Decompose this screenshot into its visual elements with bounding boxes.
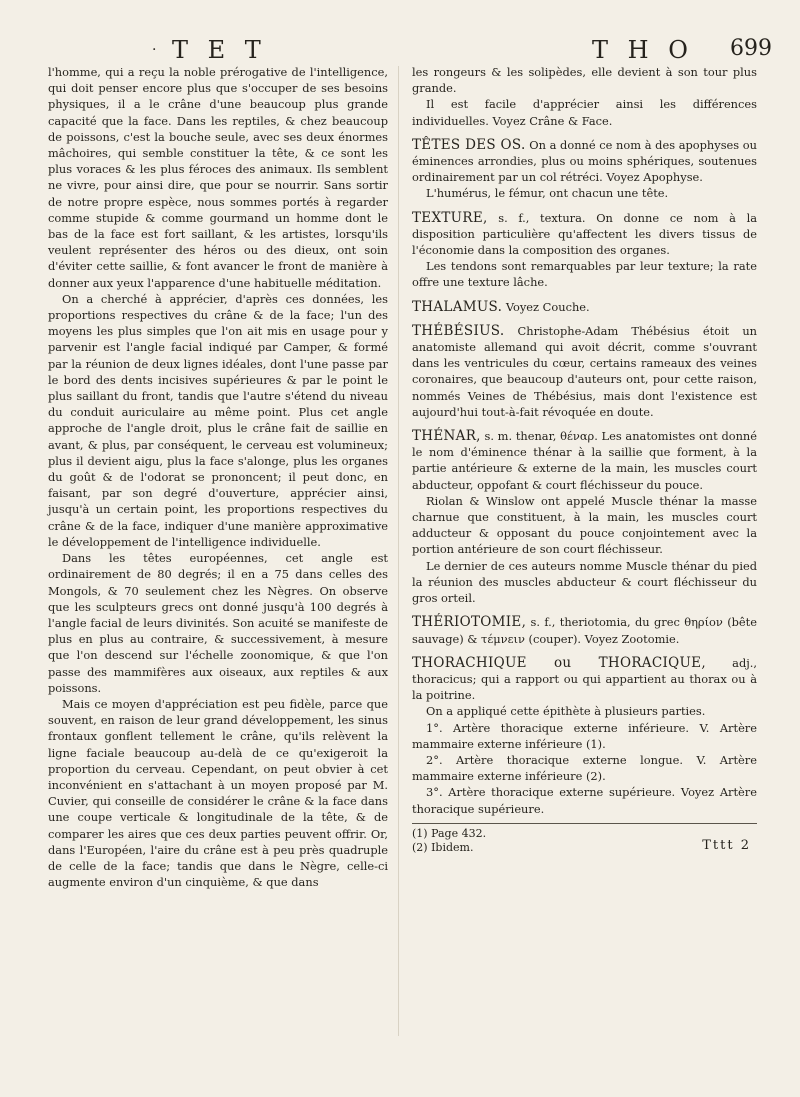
entry-subparagraph — [412, 493, 757, 558]
entry-subparagraph — [412, 258, 757, 290]
footnotes — [412, 823, 757, 855]
paragraph: On a cherché à apprécier, d'après ces données, les proportions respectives du crâne & de la face; l'un des moyens les plus simples que l'on ait mis en usage pour y parvenir est l'angle facial indiqué par Camper, & formé par la réunion de deux lignes idéales, dont l'une passe par le bord des dents incisives supérieures & par le point le plus saillant du front, tandis que l'autre s'étend du niveau du conduit auriculaire au même point. Plus cet angle approche de l'angle droit, plus le crâne fait de saillie en avant, & plus, par conséquent, le cerveau est volumineux; plus il devient aigu, plus la face s'alonge, plus les organes du goût & de l'odorat se prononcent; il peut donc, en faisant, par son degré d'ouverture, apprécier ainsi, jusqu'à un certain point, les proportions respectives du crâne & de la face, indiquer d'une manière approximative le développement de l'intelligence individuelle. — [48, 291, 388, 549]
entry-body: Voyez Couche. — [505, 299, 590, 314]
dictionary-entries — [412, 129, 757, 817]
entry-paragraph — [412, 428, 757, 493]
entry-body: 1°. Artère thoracique externe inférieure. V. Artère mammaire externe inférieure (1). — [412, 720, 757, 751]
entry-subparagraph — [412, 784, 757, 816]
running-head-right: T H O — [592, 36, 694, 64]
paragraph: Mais ce moyen d'appréciation est peu fidèle, parce que souvent, en raison de leur grand développement, les sinus frontaux gonflent tellement le crâne, qu'ils relèvent la ligne faciale beaucoup au-delà de ce qu'exigeroit la proportion du cerveau. Cependant, on peut obvier à cet inconvénient en s'attachant à un moyen proposé par M. Cuvier, qui conseille de considérer le crâne & la face dans une coupe verticale & longitudinale de la tête, & de comparer les aires que ces deux parties peuvent offrir. Or, dans l'Européen, l'aire du crâne est à peu près quadruple de celle de la face; tandis que dans le Nègre, celle-ci augmente environ d'un cinquième, & que dans — [48, 696, 388, 890]
entry-body: 2°. Artère thoracique externe longue. V. Artère mammaire externe inférieure (2). — [412, 752, 757, 784]
entry-paragraph — [412, 614, 757, 646]
entry-body: adj., thoracicus; qui a rapport ou qui appartient au thorax ou à la poitrine. — [412, 655, 758, 703]
paragraph: l'homme, qui a reçu la noble prérogative de l'intelligence, qui doit penser encore plus que s'occuper de ses besoins physiques, il a le crâne d'une beaucoup plus grande capacité que la face. Dans les reptiles, & chez beaucoup de poissons, c'est la bouche seule, avec ses deux énormes mâchoires, qui semble constituer la tête, & ce sont les plus voraces & les plus féroces des animaux. Ils semblent ne vivre, pour ainsi dire, que pour se nourrir. Sans sortir de notre propre espèce, nous sommes portés à regarder comme stupide & comme gourmand un homme dont le bas de la face est fort saillant, & les artistes, lorsqu'ils veulent représenter des héros ou des dieux, ont soin d'éviter cette saillie, & font avancer le front de manière à donner aux yeux l'apparence d'une habituelle méditation. — [48, 65, 388, 290]
entry-paragraph — [412, 323, 757, 420]
signature-mark: Tttt 2 — [702, 837, 751, 853]
entry-body: s. m. thenar, θέναρ. Les anatomistes ont donné le nom d'éminence thénar à la saillie que forment, à la partie antérieure & externe de la main, les muscles court abducteur, oppofant & court fléchisseur du pouce. — [412, 429, 758, 492]
entry-subparagraph — [412, 558, 757, 607]
entry-headword: THORACHIQUE ou THORACIQUE, — [412, 654, 706, 671]
ornament-mark: · — [152, 42, 157, 58]
entry-headword: TEXTURE, — [412, 209, 488, 226]
left-column — [48, 64, 388, 890]
entry-body: Le dernier de ces auteurs nomme Muscle thénar du pied la réunion des muscles abducteur & court fléchisseur du gros orteil. — [412, 558, 757, 606]
entry-subparagraph — [412, 185, 757, 201]
footnote: (1) Page 432. — [412, 826, 487, 840]
entry-body: 3°. Artère thoracique externe supérieure. Voyez Artère thoracique supérieure. — [412, 785, 757, 816]
entry-body: Les tendons sont remarquables par leur texture; la rate offre une texture lâche. — [412, 259, 757, 290]
entry-subparagraph — [412, 703, 757, 719]
footnote: (2) Ibidem. — [412, 840, 474, 854]
entry-body: Riolan & Winslow ont appelé Muscle thénar la masse charnue que constituent, à la main, les muscles court adducteur & opposant du pouce conjointement avec la portion antérieure de son court fléchisseur. — [412, 493, 757, 557]
page-number: 699 — [730, 36, 772, 61]
entry-subparagraph — [412, 720, 757, 752]
entry-body: On a appliqué cette épithète à plusieurs parties. — [426, 704, 706, 719]
entry-headword: THALAMUS. — [412, 298, 503, 315]
entry-body: On a donné ce nom à des apophyses ou éminences arrondies, plus ou moins sphériques, soutenues ordinairement par un col rétréci. Voyez Apophyse. — [412, 137, 757, 185]
entry-headword: TÊTES DES OS. — [412, 136, 526, 153]
right-column — [412, 64, 757, 855]
entry-paragraph — [412, 137, 757, 186]
entry-body: L'humérus, le fémur, ont chacun une tête. — [426, 186, 669, 201]
entry-paragraph — [412, 655, 757, 704]
entry-body: s. f., textura. On donne ce nom à la disposition particulière qu'affectent les divers tissus de l'économie dans la composition des organes. — [412, 210, 757, 258]
running-head-left: T E T — [172, 36, 267, 64]
entry-subparagraph — [412, 752, 757, 784]
entry-headword: THÉRIOTOMIE, — [412, 614, 527, 631]
paragraph: Dans les têtes européennes, cet angle est ordinairement de 80 degrés; il en a 75 dans celles des Mongols, & 70 seulement chez les Nègres. On observe que les sculpteurs grecs ont donné jusqu'à 100 degrés à l'angle facial de leurs divinités. Son acuité se manifeste de plus en plus au contraire, & successivement, à mesure que l'on descend sur l'échelle zoonomique, & que l'on passe des mammifères aux oiseaux, aux reptiles & aux poissons. — [48, 551, 388, 695]
entry-body: Christophe-Adam Thébésius étoit un anatomiste allemand qui avoit décrit, comme s'ouvrant dans les ventricules du cœur, certains rameaux des veines coronaires, que beaucoup d'auteurs ont, pour cette raison, nommés Veines de Thébésius, mais dont l'existence est aujourd'hui tout-à-fait révoquée en doute. — [412, 323, 757, 419]
paragraph: les rongeurs & les solipèdes, elle devient à son tour plus grande. — [412, 65, 757, 96]
entry-body: s. f., theriotomia, du grec θηρίον (bête sauvage) & τέμνειν (couper). Voyez Zootomie. — [412, 615, 757, 646]
entry-headword: THÉNAR, — [412, 428, 481, 445]
column-gutter — [398, 66, 399, 1036]
entry-headword: THÉBÉSIUS. — [412, 322, 505, 339]
entry-paragraph — [412, 210, 757, 259]
paragraph: Il est facile d'apprécier ainsi les différences individuelles. Voyez Crâne & Face. — [412, 97, 757, 128]
entry-paragraph — [412, 299, 757, 315]
